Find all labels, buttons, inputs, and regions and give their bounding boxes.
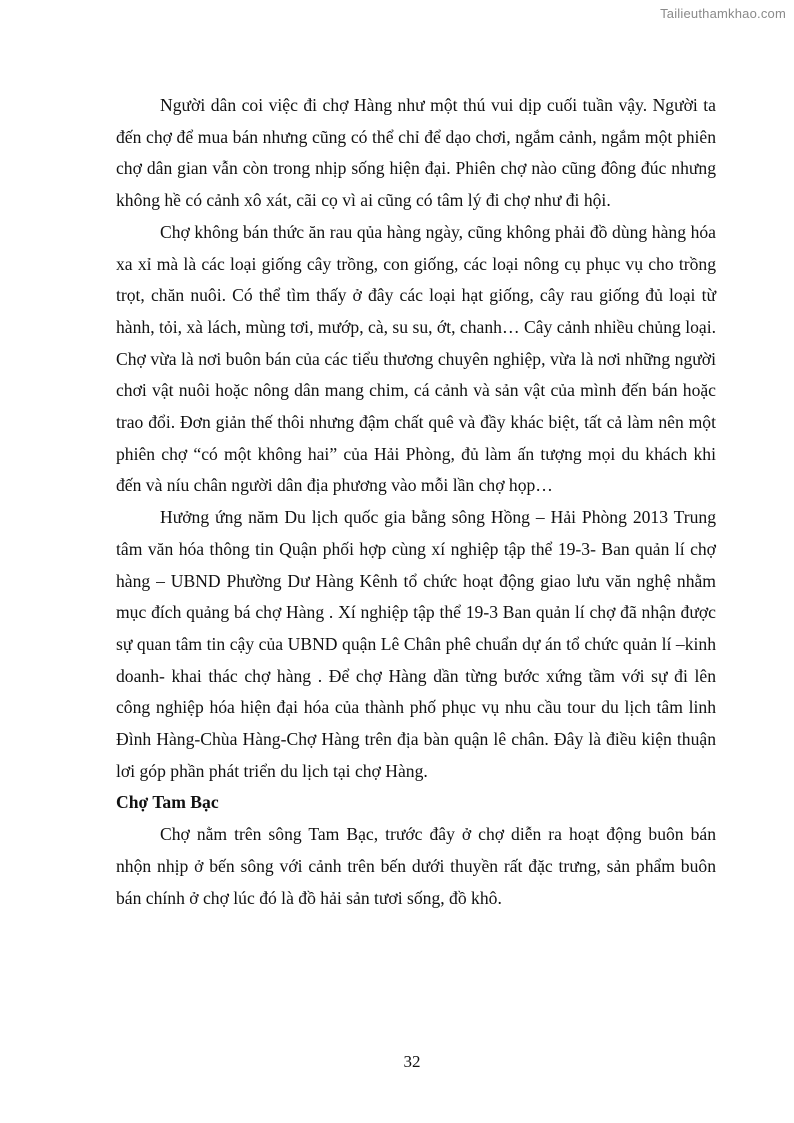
paragraph-tam-bac-market: Chợ nằm trên sông Tam Bạc, trước đây ở chợ diễn ra hoạt động buôn bán nhộn nhịp ở bến sông với cảnh trên bến dưới thuyền rất đặc trưng, sản phẩm buôn bán chính ở chợ lúc đó là đồ hải sản tươi sống, đồ khô. [116, 824, 716, 908]
document-body [116, 90, 716, 914]
paragraph-tourism-promotion: Hưởng ứng năm Du lịch quốc gia bằng sông Hồng – Hải Phòng 2013 Trung tâm văn hóa thông tin Quận phối hợp cùng xí nghiệp tập thể 19-3- Ban quản lí chợ hàng – UBND Phường Dư Hàng Kênh tổ chức hoạt động giao lưu văn nghệ nhằm mục đích quảng bá chợ Hàng . Xí nghiệp tập thể 19-3 Ban quản lí chợ đã nhận được sự quan tâm tin cậy của UBND quận Lê Chân phê chuẩn dự án tổ chức quản lí –kinh doanh- khai thác chợ hàng . Để chợ Hàng dần từng bước xứng tầm với sự đi lên công nghiệp hóa hiện đại hóa của thành phố phục vụ nhu cầu tour du lịch tâm linh Đình Hàng-Chùa Hàng-Chợ Hàng trên địa bàn quận lê chân. Đây là điều kiện thuận lơi góp phần phát triển du lịch tại chợ Hàng. [116, 507, 716, 781]
watermark-text: Tailieuthamkhao.com [660, 6, 786, 21]
section-heading: Chợ Tam Bạc [116, 792, 219, 813]
paragraph-market-goods: Chợ không bán thức ăn rau qủa hàng ngày, cũng không phải đồ dùng hàng hóa xa xỉ mà là các loại giống cây trồng, con giống, các loại nông cụ phục vụ cho trồng trọt, chăn nuôi. Có thể tìm thấy ở đây các loại hạt giống, cây rau giống đủ loại từ hành, tỏi, xà lách, mùng tơi, mướp, cà, su su, ớt, chanh… Cây cảnh nhiều chủng loại. Chợ vừa là nơi buôn bán của các tiểu thương chuyên nghiệp, vừa là nơi những người chơi vật nuôi hoặc nông dân mang chim, cá cảnh và sản vật của mình đến bán hoặc trao đổi. Đơn giản thế thôi nhưng đậm chất quê và đầy khác biệt, tất cả làm nên một phiên chợ “có một không hai” của Hải Phòng, đủ làm ấn tượng mọi du khách khi đến và níu chân người dân địa phương vào mỗi lần chợ họp… [116, 221, 716, 496]
page-number: 32 [403, 1052, 421, 1071]
paragraph-weekend-market: Người dân coi việc đi chợ Hàng như một thú vui dịp cuối tuần vậy. Người ta đến chợ để mua bán nhưng cũng có thể chỉ để dạo chơi, ngắm cảnh, ngắm một phiên chợ dân gian vẫn còn trong nhịp sống hiện đại. Phiên chợ nào cũng đông đúc nhưng không hề có cảnh xô xát, cãi cọ vì ai cũng có tâm lý đi chợ như đi hội. [116, 95, 716, 211]
